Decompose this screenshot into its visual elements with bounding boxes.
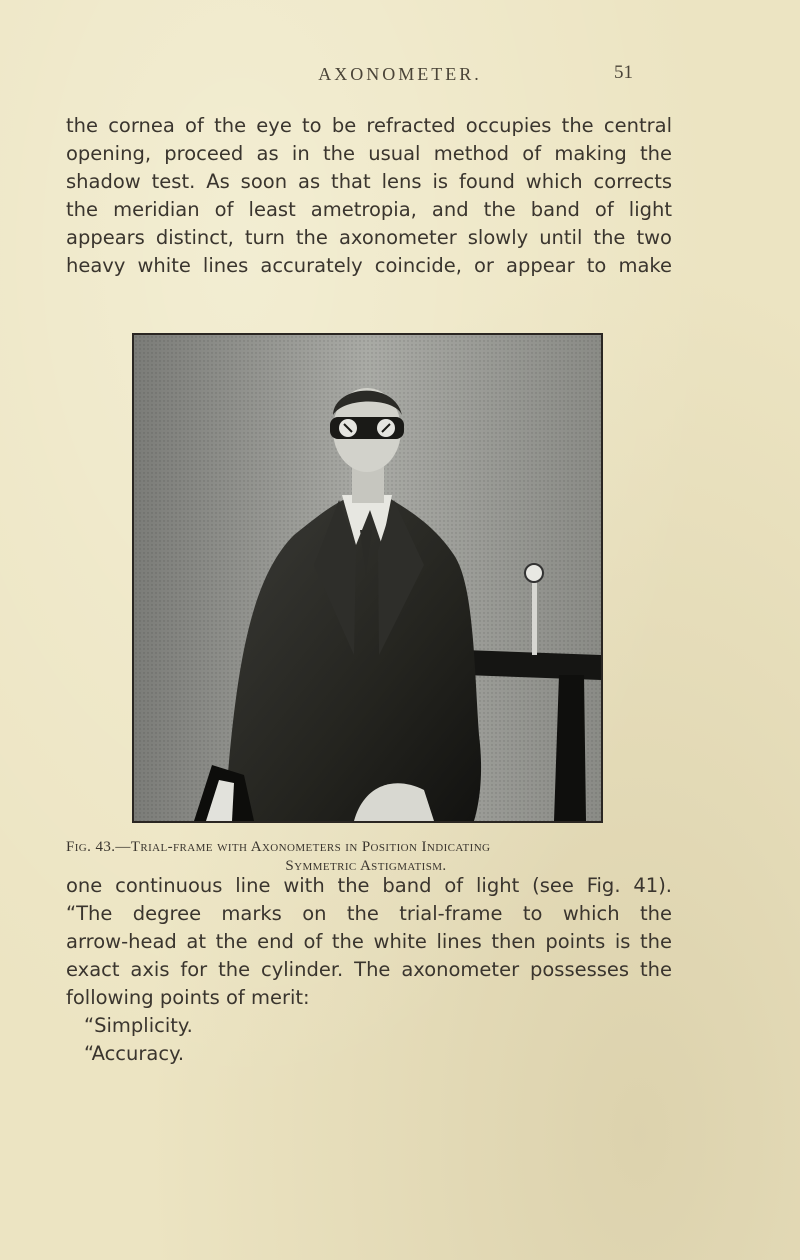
text-line: “The degree marks on the trial-frame to which the	[66, 902, 672, 925]
caption-line-2: Symmetric Astigmatism.	[285, 858, 447, 874]
figure-caption	[66, 838, 706, 876]
text-line: appears distinct, turn the axonometer slowly until the two	[66, 226, 672, 249]
text-line: opening, proceed as in the usual method of making the	[66, 142, 672, 165]
list-item: “Simplicity.	[84, 1014, 193, 1037]
caption-line-1	[66, 838, 706, 857]
text-line: the meridian of least ametropia, and the band of light	[66, 198, 672, 221]
page-number: 51	[614, 62, 633, 83]
bottom-paragraph	[66, 872, 672, 1068]
caption-title: —Trial-frame with Axonometers in Position Indicating	[115, 839, 491, 855]
text-line: one continuous line with the band of light (see Fig. 41).	[66, 874, 672, 897]
text-line: shadow test. As soon as that lens is found which corrects	[66, 170, 672, 193]
text-line: following points of merit:	[66, 986, 310, 1009]
photo-illustration	[134, 335, 601, 821]
running-head: AXONOMETER.	[318, 64, 482, 84]
list-item: “Accuracy.	[84, 1042, 185, 1065]
text-line: arrow-head at the end of the white lines then points is the	[66, 930, 672, 953]
figure-label: Fig. 43.	[66, 839, 116, 855]
top-paragraph	[66, 112, 672, 280]
figure-photograph	[132, 333, 603, 823]
text-line: the cornea of the eye to be refracted occupies the central	[66, 114, 672, 137]
text-line: heavy white lines accurately coincide, or appear to make	[66, 254, 672, 277]
text-line: exact axis for the cylinder. The axonometer possesses the	[66, 958, 672, 981]
